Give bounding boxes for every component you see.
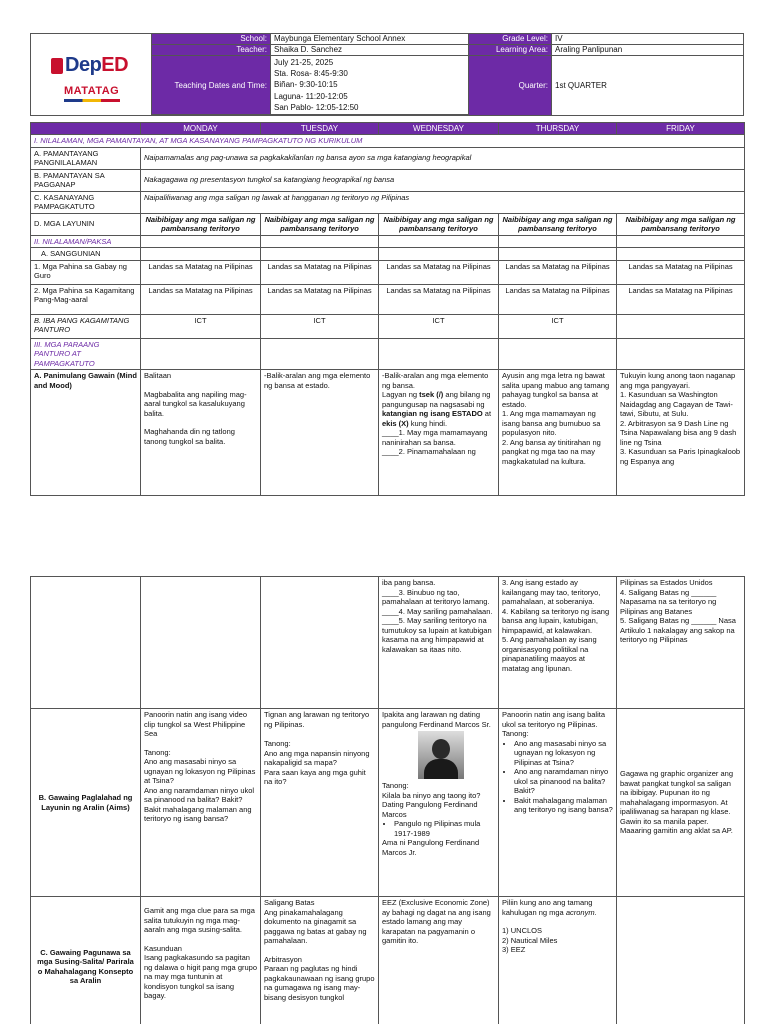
text-line: 2. Arbitrasyon sa 9 Dash Line ng Tsina Napawalang bisa ang 9 dash line ng Tsina bbox=[620, 418, 737, 447]
empty-cell bbox=[261, 338, 379, 370]
layunin-wednesday: Naibibigay ang mga saligan ng pambansang teritoryo bbox=[379, 213, 499, 235]
bullet-item: • Pangulo ng Pilipinas mula 1917-1989 bbox=[394, 819, 495, 838]
iba-wednesday: ICT bbox=[379, 314, 499, 338]
dates-value bbox=[271, 56, 469, 115]
text-line: Balitaan bbox=[144, 371, 172, 380]
grade-value: IV bbox=[552, 34, 743, 45]
time-line: Sta. Rosa- 8:45-9:30 bbox=[274, 69, 348, 79]
panimula-friday bbox=[617, 370, 745, 496]
text-line: 3) EEZ bbox=[502, 945, 526, 954]
row-pamantayan-sa-pagganap bbox=[31, 169, 745, 191]
row-label: 1. Mga Pahina sa Gabay ng Guro bbox=[31, 260, 141, 284]
gabay-monday: Landas sa Matatag na Pilipinas bbox=[141, 260, 261, 284]
lesson-table-page-1 bbox=[30, 122, 745, 496]
text-line: Ano ang masasabi ninyo sa ugnayan ng lokasyon ng Pilipinas at Tsina? bbox=[144, 757, 256, 785]
empty-cell bbox=[617, 314, 745, 338]
text-line: ____2. Pinamamahalaan ng bbox=[382, 447, 476, 456]
blank-header bbox=[31, 123, 141, 135]
header-box bbox=[30, 33, 744, 116]
cont-thursday bbox=[499, 577, 617, 709]
school-value: Maybunga Elementary School Annex bbox=[271, 34, 469, 45]
text-line: Bakit mahalagang malaman ang teritoryo ng isang bansa? bbox=[144, 804, 252, 823]
empty-cell bbox=[261, 235, 379, 248]
paglalahad-tuesday bbox=[261, 709, 379, 897]
row-label: B. IBA PANG KAGAMITANG PANTURO bbox=[31, 314, 141, 338]
text-line: 3. Ang isang estado ay kailangang may tao, teritoryo, pamahalaan, at soberaniya. bbox=[502, 578, 601, 606]
empty-cell bbox=[499, 235, 617, 248]
row-pagunawa-sa-susing-salita bbox=[31, 897, 745, 1024]
spacer bbox=[144, 381, 257, 390]
paglalahad-thursday bbox=[499, 709, 617, 897]
text-line: Arbitrasyon bbox=[264, 954, 302, 964]
empty-cell bbox=[141, 248, 261, 261]
teacher-label: Teacher: bbox=[152, 45, 271, 56]
text-line: Tanong: bbox=[502, 729, 529, 738]
pagunawa-wednesday bbox=[379, 897, 499, 1024]
empty-cell bbox=[617, 248, 745, 261]
layunin-tuesday: Naibibigay ang mga saligan ng pambansang teritoryo bbox=[261, 213, 379, 235]
text-line: Tanong: bbox=[382, 781, 409, 790]
section-3-heading: III. MGA PARAANG PANTURO AT PAMPAGKATUTO bbox=[31, 338, 141, 370]
empty-cell bbox=[141, 235, 261, 248]
spacer bbox=[144, 898, 257, 906]
text-line: Pilipinas sa Estados Unidos bbox=[620, 578, 713, 587]
kagamitan-thursday: Landas sa Matatag na Pilipinas bbox=[499, 284, 617, 314]
text-line: Tignan ang larawan ng teritoryo ng Pilipinas. bbox=[264, 710, 370, 729]
empty-cell bbox=[499, 248, 617, 261]
time-line: Laguna- 11:20-12:05 bbox=[274, 91, 348, 101]
text-line: Tanong: bbox=[264, 739, 291, 748]
text-line: 5. Saligang Batas ng ______ Nasa Artikulo 1 nakalagay ang sakop na teritoryo ng Pilipinas bbox=[620, 616, 736, 644]
text-line: EEZ (Exclusive Economic Zone) bbox=[382, 898, 490, 907]
text-line: Kilala ba ninyo ang taong ito? bbox=[382, 790, 481, 800]
time-line: Biñan- 9:30-10:15 bbox=[274, 80, 338, 90]
quarter-value: 1st QUARTER bbox=[552, 56, 743, 115]
gabay-wednesday: Landas sa Matatag na Pilipinas bbox=[379, 260, 499, 284]
section-2-heading: II. NILALAMAN/PAKSA bbox=[31, 235, 141, 248]
empty-cell bbox=[499, 338, 617, 370]
section-1-row bbox=[31, 135, 745, 148]
text-line: Ano ang naramdaman ninyo ukol sa pinanood na balita? Bakit? bbox=[144, 785, 255, 804]
text-line: 1. Ang mga mamamayan ng isang bansa ang bumubuo sa populasyon nito. bbox=[502, 409, 601, 437]
text-line: Para saan kaya ang mga guhit na ito? bbox=[264, 767, 366, 786]
panimula-thursday bbox=[499, 370, 617, 496]
text-line: 4. Saligang Batas ng ______ Napasama na sa teritoryo ng Pilipinas ang Batanes bbox=[620, 587, 717, 616]
row-label: B. Gawaing Paglalahad ng Layunin ng Aralin (Aims) bbox=[31, 709, 141, 897]
row-panimulang-gawain-continued bbox=[31, 577, 745, 709]
layunin-thursday: Naibibigay ang mga saligan ng pambansang teritoryo bbox=[499, 213, 617, 235]
paglalahad-wednesday bbox=[379, 709, 499, 897]
row-label: A. PAMANTAYANG PANGNILALAMAN bbox=[31, 147, 141, 169]
empty-cell bbox=[379, 338, 499, 370]
empty-cell bbox=[379, 248, 499, 261]
empty-cell bbox=[31, 577, 141, 709]
day-header-row bbox=[31, 123, 745, 135]
text-line: ay bahagi ng dagat na ang isang estado lamang ang may karapatan na pagyamanin o gamitin ito. bbox=[382, 907, 491, 945]
day-thursday: THURSDAY bbox=[499, 123, 617, 135]
pagunawa-monday bbox=[141, 897, 261, 1024]
layunin-monday: Naibibigay ang mga saligan ng pambansang teritoryo bbox=[141, 213, 261, 235]
row-paglalahad-ng-layunin bbox=[31, 709, 745, 897]
row-sanggunian bbox=[31, 248, 745, 261]
kagamitan-tuesday: Landas sa Matatag na Pilipinas bbox=[261, 284, 379, 314]
bullet-item: • Bakit mahalagang malaman ang teritoryo ng isang bansa? bbox=[514, 796, 613, 815]
text-line: Magbabalita ang napiling mag-aaral tungkol sa kasalukuyang balita. bbox=[144, 389, 247, 418]
empty-cell bbox=[141, 338, 261, 370]
text-line: Paraan ng paglutas ng hindi pagkakaunawaan ng isang grupo na gumagawa ng isang may-bisang desisyon tungkol bbox=[264, 964, 375, 1002]
spacer bbox=[144, 935, 257, 944]
text-line: 3. Kasunduan sa Paris Ipinagkaloob ng Espanya ang bbox=[620, 447, 741, 466]
text-line: Piliin kung ano ang tamang kahulugan ng mga acronym. bbox=[502, 898, 597, 917]
bullet-item: • Ano ang naramdaman ninyo ukol sa pinanood na balita? Bakit? bbox=[514, 767, 613, 796]
deped-matatag-logo bbox=[31, 34, 152, 115]
text-line: Isang pagkakasundo sa pagitan ng dalawa o higit pang mga grupo na may mga tuntunin at kondisyon tungkol sa isang bagay. bbox=[144, 953, 257, 1000]
logo-stripe bbox=[64, 99, 120, 102]
lesson-table-page-2 bbox=[30, 576, 745, 1024]
text-line: ____3. Binubuo ng tao, pamahalaan at teritoryo lamang. bbox=[382, 587, 490, 606]
empty-cell bbox=[261, 577, 379, 709]
teacher-value: Shaika D. Sanchez bbox=[271, 45, 469, 56]
text-line: Ano ang mga napansin ninyong nakapaligid sa mapa? bbox=[264, 748, 370, 767]
text-line: 1) UNCLOS bbox=[502, 926, 543, 935]
cont-wednesday bbox=[379, 577, 499, 709]
row-label: A. SANGGUNIAN bbox=[31, 248, 141, 261]
row-panimulang-gawain bbox=[31, 370, 745, 496]
text-line: Ama ni Pangulong Ferdinand Marcos Jr. bbox=[382, 838, 480, 857]
row-text: Naipamamalas ang pag-unawa sa pagkakakilanlan ng bansa ayon sa mga katangiang heograpikal bbox=[141, 147, 745, 169]
kagamitan-wednesday: Landas sa Matatag na Pilipinas bbox=[379, 284, 499, 314]
layunin-friday: Naibibigay ang mga saligan ng pambansang teritoryo bbox=[617, 213, 745, 235]
logo-matatag-text: MATATAG bbox=[64, 85, 120, 97]
dates-label: Teaching Dates and Time: bbox=[152, 56, 271, 115]
text-line: Kasunduan bbox=[144, 943, 182, 953]
row-label: C. KASANAYANG PAMPAGKATUTO bbox=[31, 191, 141, 213]
school-label: School: bbox=[152, 34, 271, 45]
pagunawa-thursday bbox=[499, 897, 617, 1024]
deped-seal-icon bbox=[51, 58, 63, 74]
text-line: Tukuyin kung anong taon naganap ang mga pangyayari. bbox=[620, 371, 736, 390]
row-pamantayang-pangnilalaman bbox=[31, 147, 745, 169]
text-line: ____5. May sariling teritoryo na tumutukoy sa lupain at katubigan kasama na ang himpapawid at kalawakan sa itaas nito. bbox=[382, 616, 492, 654]
gabay-tuesday: Landas sa Matatag na Pilipinas bbox=[261, 260, 379, 284]
section-3-row bbox=[31, 338, 745, 370]
bullet-list bbox=[382, 819, 495, 838]
pagunawa-tuesday bbox=[261, 897, 379, 1024]
date-line: July 21-25, 2025 bbox=[274, 58, 334, 67]
text-line: ____1. May mga mamamayang naninirahan sa bansa. bbox=[382, 428, 488, 447]
row-label: D. MGA LAYUNIN bbox=[31, 213, 141, 235]
text-line: 2) Nautical Miles bbox=[502, 935, 558, 945]
section-2-row bbox=[31, 235, 745, 248]
text-line: Ipakita ang larawan ng dating pangulong Ferdinand Marcos Sr. bbox=[382, 710, 491, 729]
text-line: Ang pinakamahalagang dokumento na ginagamit sa paggawa ng batas at gabay ng pamahalaan. bbox=[264, 907, 367, 945]
row-label: C. Gawaing Pagunawa sa mga Susing-Salita/ Parirala o Mahahalagang Konsepto sa Aralin bbox=[31, 897, 141, 1024]
empty-cell bbox=[617, 338, 745, 370]
iba-monday: ICT bbox=[141, 314, 261, 338]
day-friday: FRIDAY bbox=[617, 123, 745, 135]
bullet-item: • Ano ang masasabi ninyo sa ugnayan ng lokasyon ng Pilipinas at Tsina? bbox=[514, 739, 613, 768]
text-line: Lagyan ng tsek (/) ang bilang ng pangungusap na nagsasabi ng katangian ng isang ESTADO at ekis (X) kung hindi. bbox=[382, 390, 492, 428]
spacer bbox=[502, 917, 613, 926]
row-kagamitang-pang-mag-aaral bbox=[31, 284, 745, 314]
text-line: 2. Ang bansa ay tinitirahan ng pangkat ng mga tao na may magkakatulad na kultura. bbox=[502, 437, 601, 466]
row-label: A. Panimulang Gawain (Mind and Mood) bbox=[31, 370, 141, 496]
paglalahad-monday bbox=[141, 709, 261, 897]
day-tuesday: TUESDAY bbox=[261, 123, 379, 135]
panimula-monday bbox=[141, 370, 261, 496]
empty-cell bbox=[261, 248, 379, 261]
logo-deped-text: DepED bbox=[65, 54, 129, 76]
area-value: Araling Panlipunan bbox=[552, 45, 743, 56]
paglalahad-friday: Gagawa ng graphic organizer ang bawat pangkat tungkol sa saligan na ibibigay. Pupunan ito ng mahahalagang impormasyon. At ipaliliwanag sa harapan ng klase. Gawin ito sa manila paper. Maaaring gamitin ang aklat sa AP. bbox=[617, 709, 745, 897]
text-line: 1. Kasunduan sa Washington Naidagdag ang Cagayan de Tawi-tawi, Sibutu, at Sulu. bbox=[620, 390, 733, 418]
text-line: Saligang Batas bbox=[264, 898, 315, 907]
text-line: ____4. May sariling pamahalaan. bbox=[382, 606, 493, 616]
text-line: iba pang bansa. bbox=[382, 578, 436, 587]
text-line: Maghahanda din ng tatlong tanong tungkol sa balita. bbox=[144, 427, 235, 446]
cont-friday bbox=[617, 577, 745, 709]
empty-cell bbox=[617, 897, 745, 1024]
text-line: 4. Kabilang sa teritoryo ng isang bansa ang lupain, katubigan, himpapawid, at kalawakan. bbox=[502, 606, 610, 635]
kagamitan-monday: Landas sa Matatag na Pilipinas bbox=[141, 284, 261, 314]
day-monday: MONDAY bbox=[141, 123, 261, 135]
iba-thursday: ICT bbox=[499, 314, 617, 338]
row-kasanayang-pampagkatuto bbox=[31, 191, 745, 213]
kagamitan-friday: Landas sa Matatag na Pilipinas bbox=[617, 284, 745, 314]
text-line: Panoorin natin ang isang video clip tungkol sa West Philippine Sea bbox=[144, 710, 247, 738]
row-iba-pang-kagamitan bbox=[31, 314, 745, 338]
text-line: Panoorin natin ang isang balita ukol sa teritoryo ng Pilipinas. bbox=[502, 710, 605, 729]
row-mga-layunin bbox=[31, 213, 745, 235]
text-line: 5. Ang pamahalaan ay isang organisasyong politikal na pinapanatiling maayos at matatag ang lipunan. bbox=[502, 635, 597, 673]
row-text: Nakagagawa ng presentasyon tungkol sa katangiang heograpikal ng bansa bbox=[141, 169, 745, 191]
gabay-thursday: Landas sa Matatag na Pilipinas bbox=[499, 260, 617, 284]
text-line: Gamit ang mga clue para sa mga salita tutukuyin ng mga mag-aaraln ang mga susing-salita. bbox=[144, 906, 255, 934]
section-1-heading: I. NILALAMAN, MGA PAMANTAYAN, AT MGA KASANAYANG PAMPAGKATUTO NG KURIKULUM bbox=[31, 135, 745, 148]
empty-cell bbox=[141, 577, 261, 709]
row-gabay-ng-guro bbox=[31, 260, 745, 284]
row-label: B. PAMANTAYAN SA PAGGANAP bbox=[31, 169, 141, 191]
row-text: Naipaliliwanag ang mga saligan ng lawak at hangganan ng teritoryo ng Pilipinas bbox=[141, 191, 745, 213]
grade-label: Grade Level: bbox=[469, 34, 552, 45]
time-line: San Pablo- 12:05-12:50 bbox=[274, 102, 359, 112]
panimula-tuesday: -Balik-aralan ang mga elemento ng bansa at estado. bbox=[261, 370, 379, 496]
gabay-friday: Landas sa Matatag na Pilipinas bbox=[617, 260, 745, 284]
iba-tuesday: ICT bbox=[261, 314, 379, 338]
ferdinand-marcos-photo bbox=[418, 731, 464, 779]
spacer bbox=[264, 946, 375, 955]
text-line: -Balik-aralan ang mga elemento ng bansa. bbox=[382, 371, 489, 390]
spacer bbox=[144, 739, 257, 748]
text-line: Ayusin ang mga letra ng bawat salita upang mabuo ang tamang pahayag tungkol sa bansa at estado. bbox=[502, 371, 610, 409]
spacer bbox=[264, 729, 375, 739]
text-line: Dating Pangulong Ferdinand Marcos bbox=[382, 800, 478, 819]
quarter-label: Quarter: bbox=[469, 56, 552, 115]
day-wednesday: WEDNESDAY bbox=[379, 123, 499, 135]
empty-cell bbox=[617, 235, 745, 248]
text-line: Tanong: bbox=[144, 747, 171, 757]
empty-cell bbox=[379, 235, 499, 248]
spacer bbox=[144, 418, 257, 427]
row-label: 2. Mga Pahina sa Kagamitang Pang-Mag-aaral bbox=[31, 284, 141, 314]
panimula-wednesday bbox=[379, 370, 499, 496]
area-label: Learning Area: bbox=[469, 45, 552, 56]
bullet-list bbox=[502, 739, 613, 815]
